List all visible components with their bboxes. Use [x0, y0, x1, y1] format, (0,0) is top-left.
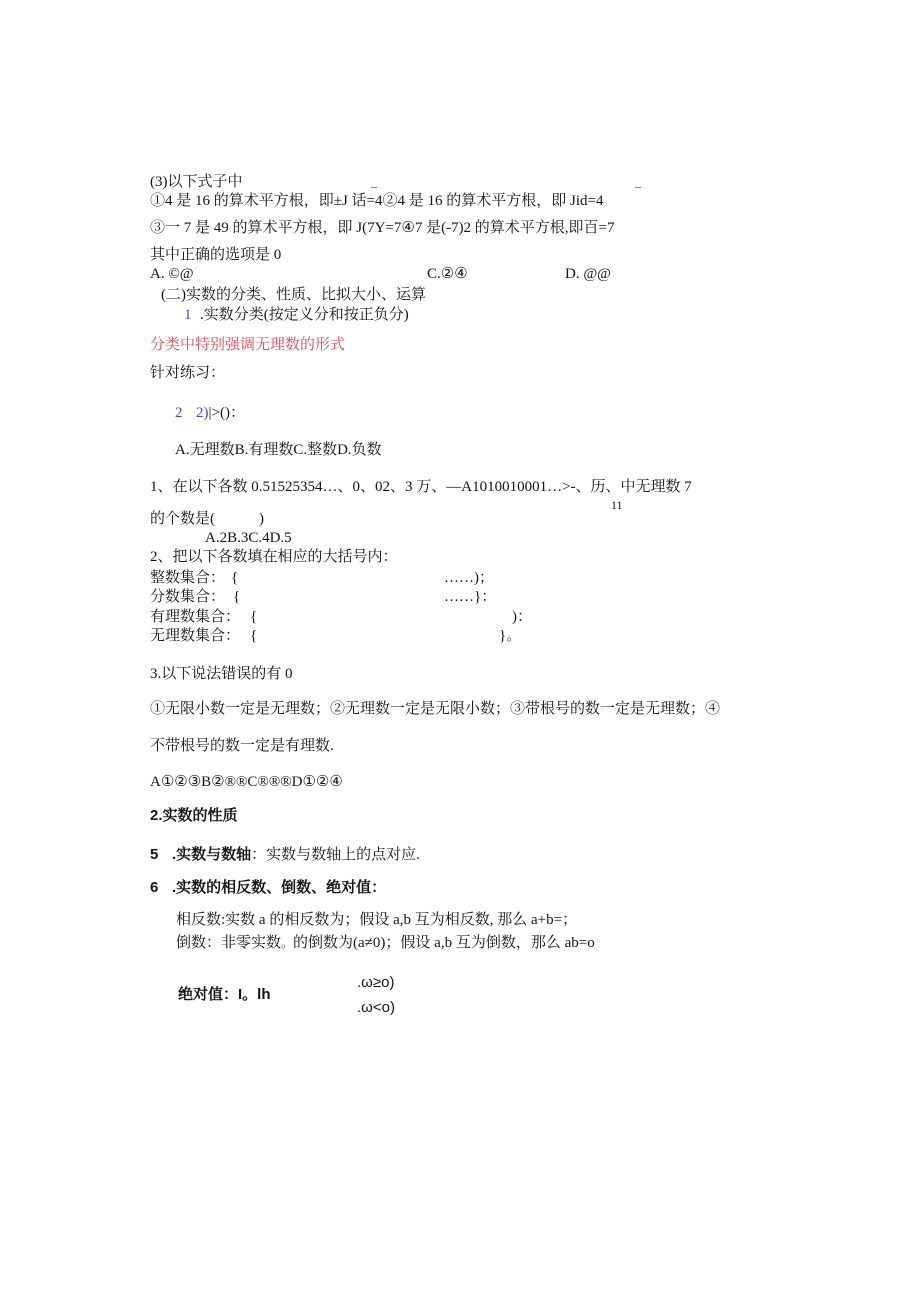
reciprocal-label: 倒数：非零实数	[176, 934, 282, 951]
set-close: }。	[499, 628, 522, 644]
absolute-case: .ω≥o)	[357, 974, 395, 991]
item5-text: ：实数与数轴上的点对应.	[251, 847, 420, 863]
set-open-brace: {	[233, 589, 241, 605]
set-open-brace: {	[231, 570, 239, 586]
reciprocal-text: 的倒数为(a≠0)；假设 a,b 互为倒数，那么 ab=o	[293, 935, 595, 951]
emphasis-note: 分类中特别强调无理数的形式	[150, 337, 346, 353]
exercise1-subscript: 11	[611, 498, 623, 512]
exercise3-statements: ①无限小数一定是无理数；②无理数一定是无限小数；③带根号的数一定是无理数；④	[150, 701, 721, 717]
item-number: 6	[150, 879, 159, 896]
set-label: 整数集合：	[150, 570, 226, 586]
properties-heading: 2.实数的性质	[150, 807, 238, 824]
set-close: ……)；	[444, 570, 494, 586]
exercise1-stem: 1、在以下各数 0.51525354…、0、02、3 万、—A1010010001…>-、历、中无理数 7	[150, 479, 692, 495]
set-close: ……}：	[444, 589, 497, 605]
overbar-mark: –	[371, 179, 377, 193]
exercise3-options: A①②③B②®®C®®®D①②④	[150, 774, 343, 790]
subsection-title: .实数分类(按定义分和按正负分)	[200, 307, 409, 323]
opposite-label: 相反数	[176, 911, 222, 928]
item5-title: .实数与数轴	[172, 846, 252, 863]
set-label: 有理数集合：	[150, 609, 241, 625]
set-close: )：	[512, 609, 532, 625]
q3-option-a: A. ©@	[150, 266, 194, 282]
exercise-stem-prefix: 2)	[196, 405, 209, 421]
exercise-stem	[196, 404, 245, 422]
exercise3-statements: 不带根号的数一定是有理数.	[150, 738, 334, 754]
exercise1-options: A.2B.3C.4D.5	[205, 530, 292, 546]
absolute-case: .ω<o)	[357, 999, 395, 1016]
reciprocal-line	[176, 934, 595, 952]
q3-option-d: D. @@	[565, 266, 611, 282]
set-label: 分数集合：	[150, 589, 226, 605]
item6-title: .实数的相反数、倒数、绝对值：	[172, 879, 387, 896]
q3-heading: (3)以下式子中	[150, 174, 243, 190]
set-open-brace: {	[250, 628, 258, 644]
subsection-number: 1	[184, 307, 192, 323]
practice-label: 针对练习：	[150, 365, 226, 381]
reciprocal-mark: 。	[281, 936, 294, 950]
exercise-number: 2	[175, 405, 183, 421]
q3-statement-line: ①4 是 16 的算术平方根，即±J 话=4②4 是 16 的算术平方根，即 Jid=4	[150, 193, 604, 209]
opposite-text: :实数 a 的相反数为；假设 a,b 互为相反数, 那么 a+b=；	[221, 912, 578, 928]
item-number: 5	[150, 846, 159, 863]
q3-statement-line: ③一 7 是 49 的算术平方根，即 J(7Y=7④7 是(-7)2 的算术平方根,即百=7	[150, 220, 615, 236]
opposite-line	[176, 911, 577, 929]
section2-heading: (二)实数的分类、性质、比拟大小、运算	[161, 287, 426, 303]
set-open-brace: {	[250, 609, 258, 625]
exercise1-answer-close: )	[259, 511, 264, 527]
item5-line	[172, 846, 420, 864]
set-label: 无理数集合：	[150, 628, 241, 644]
absolute-label: 绝对值：I。lh	[178, 986, 271, 1003]
exercise3-stem: 3.以下说法错误的有 0	[150, 666, 293, 682]
exercise2-stem: 2、把以下各数填在相应的大括号内：	[150, 549, 398, 565]
overbar-mark: –	[635, 179, 641, 193]
q3-prompt: 其中正确的选项是 0	[150, 247, 282, 263]
exercise1-answer-open: 的个数是(	[150, 511, 215, 527]
q3-option-c: C.②④	[427, 266, 468, 282]
exercise-stem-text: |>()：	[208, 405, 245, 421]
exercise-options: A.无理数B.有理数C.整数D.负数	[175, 442, 382, 458]
